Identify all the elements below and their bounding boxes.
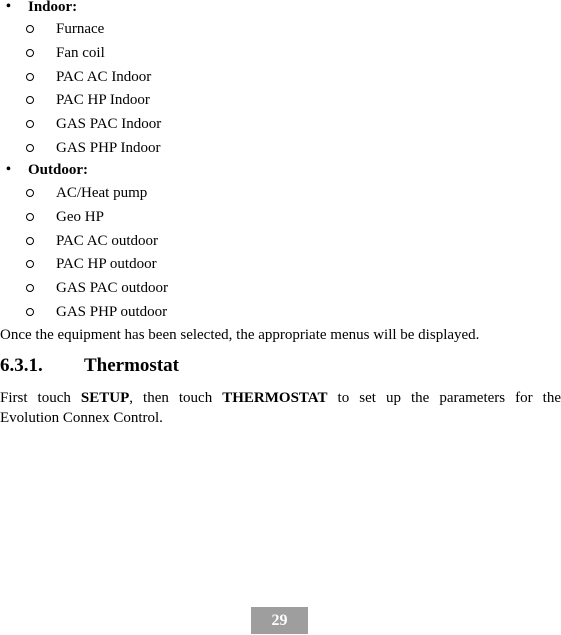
instruction-text: First touch [0, 390, 81, 406]
circle-bullet-icon [26, 25, 34, 33]
section-number: 6.3.1. [0, 355, 43, 376]
outdoor-item-label: PAC HP outdoor [56, 256, 157, 272]
circle-bullet-icon [26, 120, 34, 128]
setup-keyword: SETUP [80, 390, 130, 406]
circle-bullet-icon [26, 308, 34, 316]
outdoor-item-label: PAC AC outdoor [56, 233, 158, 249]
bullet-icon: • [6, 162, 11, 177]
page-number: 29 [251, 607, 308, 634]
circle-bullet-icon [26, 213, 34, 221]
indoor-item-label: Fan coil [56, 45, 105, 61]
circle-bullet-icon [26, 73, 34, 81]
instruction-line-1 [0, 388, 561, 408]
thermostat-keyword: THERMOSTAT [222, 390, 328, 406]
circle-bullet-icon [26, 49, 34, 57]
indoor-item-label: PAC AC Indoor [56, 69, 152, 85]
instruction-paragraph [0, 388, 561, 428]
outdoor-item-label: GAS PAC outdoor [56, 280, 168, 296]
indoor-heading: Indoor: [28, 0, 78, 15]
outdoor-item-label: GAS PHP outdoor [56, 304, 168, 320]
circle-bullet-icon [26, 96, 34, 104]
outdoor-item-label: AC/Heat pump [56, 185, 148, 201]
section-title: Thermostat [84, 355, 179, 376]
indoor-item-label: GAS PHP Indoor [56, 140, 161, 156]
circle-bullet-icon [26, 189, 34, 197]
bullet-icon: • [6, 0, 11, 14]
indoor-item-label: Furnace [56, 21, 105, 37]
circle-bullet-icon [26, 144, 34, 152]
circle-bullet-icon [26, 237, 34, 245]
outdoor-item-label: Geo HP [56, 209, 104, 225]
instruction-text: to set up the parameters for the [327, 390, 561, 406]
circle-bullet-icon [26, 260, 34, 268]
circle-bullet-icon [26, 284, 34, 292]
equipment-note: Once the equipment has been selected, the appropriate menus will be displayed. [0, 327, 480, 343]
instruction-text: , then touch [129, 390, 223, 406]
indoor-item-label: PAC HP Indoor [56, 92, 150, 108]
outdoor-heading: Outdoor: [28, 162, 88, 178]
indoor-item-label: GAS PAC Indoor [56, 116, 162, 132]
instruction-line-2: Evolution Connex Control. [0, 410, 163, 426]
